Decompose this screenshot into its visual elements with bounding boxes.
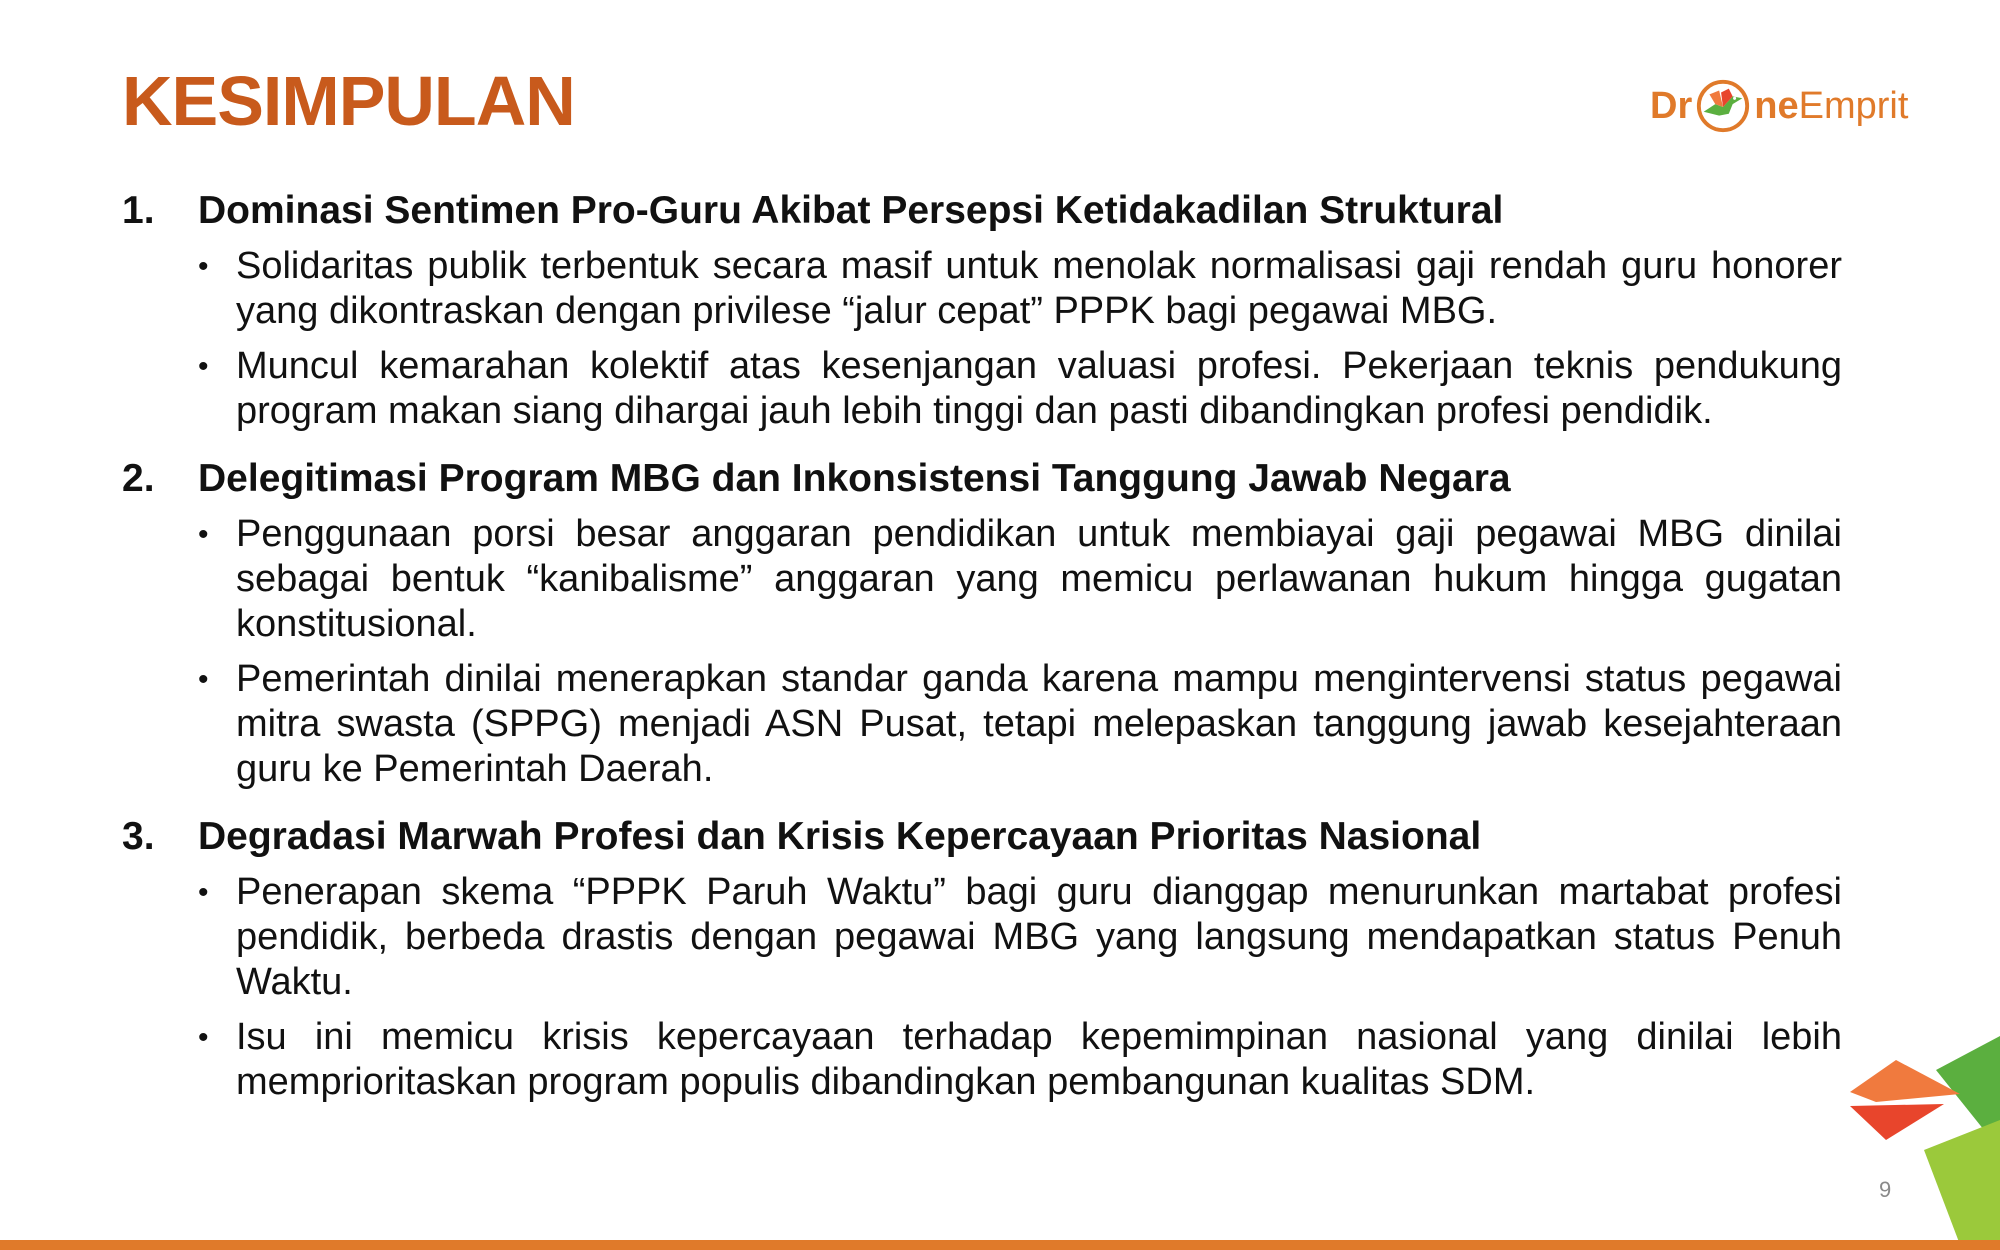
bullet-item bbox=[122, 870, 1842, 1005]
bottom-accent-bar bbox=[0, 1240, 2000, 1250]
conclusion-list bbox=[122, 184, 1842, 1123]
conclusion-heading bbox=[122, 184, 1842, 238]
bullet-dot-icon: • bbox=[198, 350, 209, 383]
logo-text-ne: ne bbox=[1754, 85, 1799, 127]
bullet-item bbox=[122, 344, 1842, 434]
conclusion-item-2 bbox=[122, 452, 1842, 792]
item-number: 2. bbox=[122, 457, 155, 500]
bullet-text: Muncul kemarahan kolektif atas kesenjangan valuasi profesi. Pekerjaan teknis pendukung program makan siang dihargai jauh lebih tinggi dan pasti dibandingkan profesi pendidik. bbox=[236, 345, 1842, 432]
bullet-list bbox=[122, 870, 1842, 1105]
corner-decoration bbox=[1850, 1030, 2000, 1250]
conclusion-heading bbox=[122, 452, 1842, 506]
bullet-text: Isu ini memicu krisis kepercayaan terhadap kepemimpinan nasional yang dinilai lebih memprioritaskan program populis dibandingkan pembangunan kualitas SDM. bbox=[236, 1016, 1842, 1103]
bird-in-circle-icon bbox=[1694, 77, 1752, 135]
bullet-list bbox=[122, 244, 1842, 434]
bullet-text: Penerapan skema “PPPK Paruh Waktu” bagi guru dianggap menurunkan martabat profesi pendidik, berbeda drastis dengan pegawai MBG yang langsung mendapatkan status Penuh Waktu. bbox=[236, 871, 1842, 1003]
bullet-list bbox=[122, 512, 1842, 792]
bullet-item bbox=[122, 657, 1842, 792]
bullet-dot-icon: • bbox=[198, 1021, 209, 1054]
heading-text: Delegitimasi Program MBG dan Inkonsistensi Tanggung Jawab Negara bbox=[198, 457, 1511, 500]
item-number: 1. bbox=[122, 189, 155, 232]
bullet-item bbox=[122, 512, 1842, 647]
page-title: KESIMPULAN bbox=[122, 62, 575, 140]
bullet-dot-icon: • bbox=[198, 250, 209, 283]
logo-text-emprit: Emprit bbox=[1798, 85, 1909, 127]
heading-text: Degradasi Marwah Profesi dan Krisis Kepercayaan Prioritas Nasional bbox=[198, 815, 1482, 858]
logo-text-dr: Dr bbox=[1650, 85, 1693, 127]
bullet-item bbox=[122, 244, 1842, 334]
bullet-text: Solidaritas publik terbentuk secara masif untuk menolak normalisasi gaji rendah guru honorer yang dikontraskan dengan privilese “jalur cepat” PPPK bagi pegawai MBG. bbox=[236, 245, 1842, 332]
bullet-item bbox=[122, 1015, 1842, 1105]
drone-emprit-logo bbox=[1650, 74, 1908, 138]
page-number: 9 bbox=[1879, 1177, 1892, 1202]
conclusion-item-3 bbox=[122, 810, 1842, 1105]
bullet-dot-icon: • bbox=[198, 876, 209, 909]
bullet-text: Pemerintah dinilai menerapkan standar ganda karena mampu mengintervensi status pegawai mitra swasta (SPPG) menjadi ASN Pusat, tetapi melepaskan tanggung jawab kesejahteraan guru ke Pemerintah Daerah. bbox=[236, 658, 1842, 790]
conclusion-item-1 bbox=[122, 184, 1842, 434]
bullet-dot-icon: • bbox=[198, 663, 209, 696]
bullet-dot-icon: • bbox=[198, 518, 209, 551]
item-number: 3. bbox=[122, 815, 155, 858]
heading-text: Dominasi Sentimen Pro-Guru Akibat Persepsi Ketidakadilan Struktural bbox=[198, 189, 1504, 232]
bullet-text: Penggunaan porsi besar anggaran pendidikan untuk membiayai gaji pegawai MBG dinilai sebagai bentuk “kanibalisme” anggaran yang memicu perlawanan hukum hingga gugatan konstitusional. bbox=[236, 513, 1842, 645]
conclusion-heading bbox=[122, 810, 1842, 864]
